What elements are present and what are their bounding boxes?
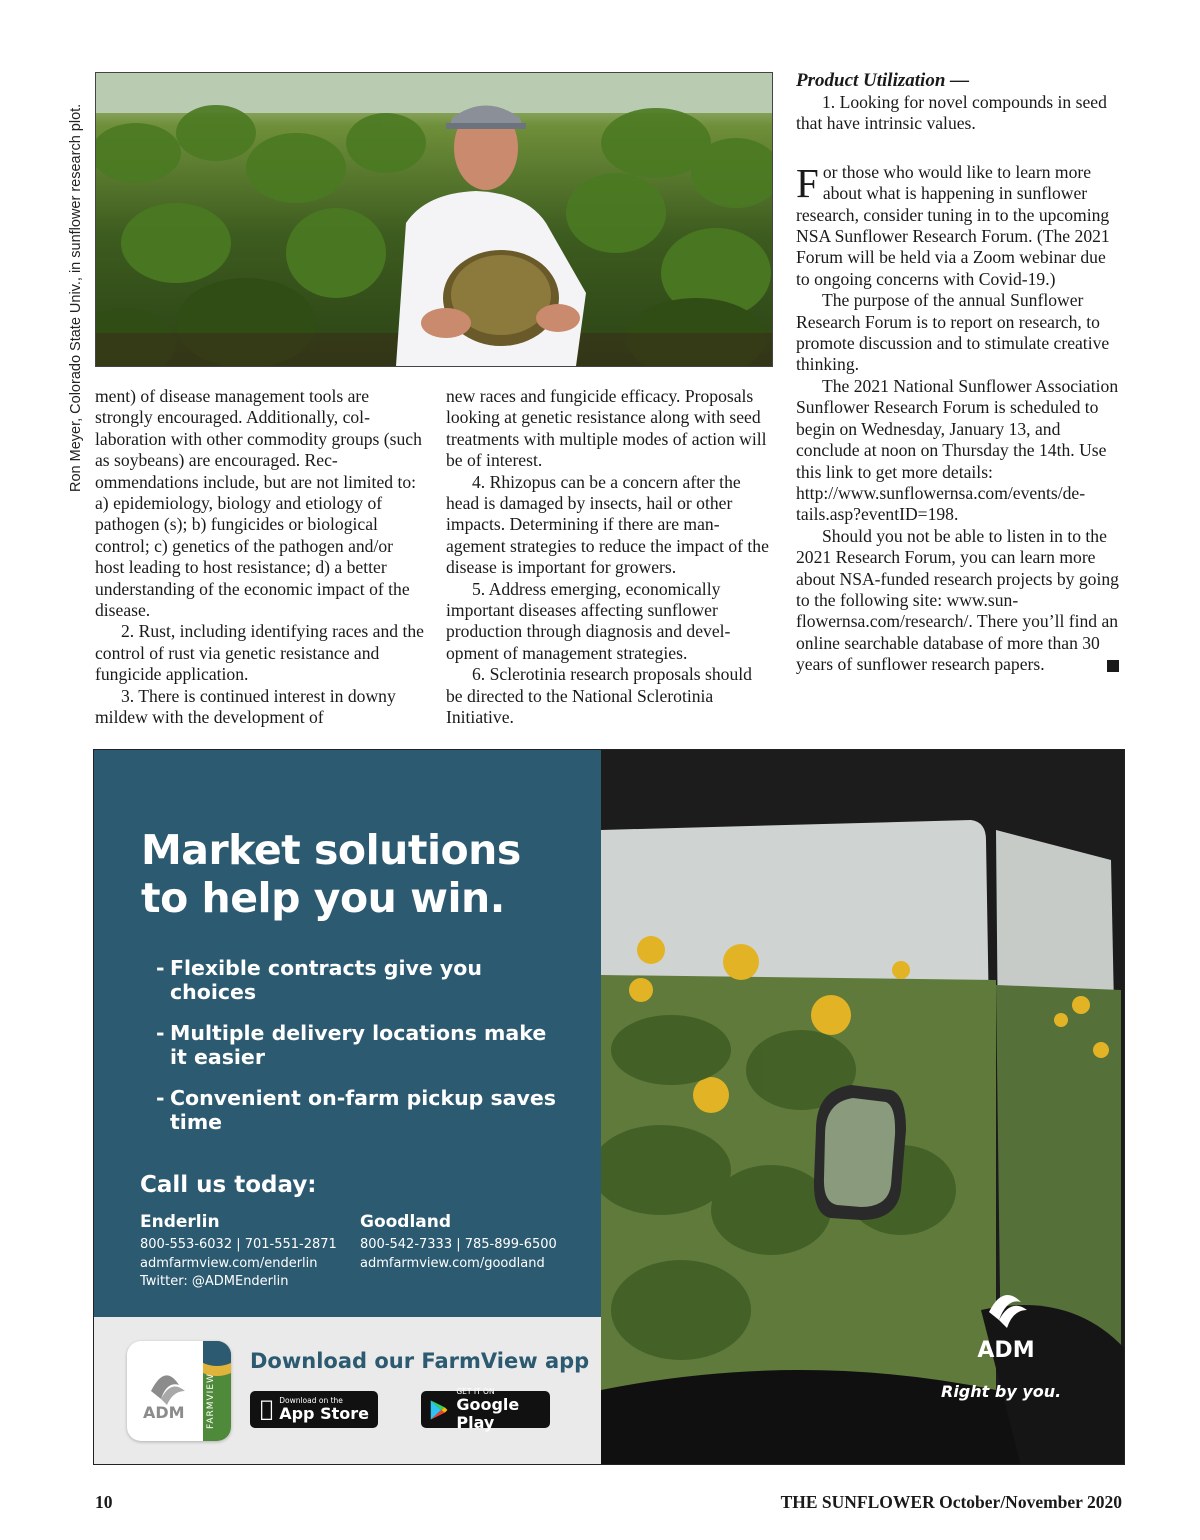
location-enderlin xyxy=(140,1212,337,1292)
headline-line-1: Market solutions xyxy=(141,826,521,874)
paragraph: The 2021 National Sunflower Association Sunflower Research Forum is scheduled to begin on Wednesday, January 13, and conclude at noon on Thursday the 14th. Use this link to get more details: http://www.sunflowernsa.com/events/details.asp?eventID=198. xyxy=(796,375,1119,525)
location-goodland xyxy=(360,1212,557,1273)
paragraph: 6. Sclerotinia research proposals should be directed to the National Sclerotinia Initiative. xyxy=(446,664,752,728)
ad-headline xyxy=(141,826,521,922)
article-photo xyxy=(95,72,773,367)
page-number: 10 xyxy=(95,1492,113,1512)
article-column-3 xyxy=(796,70,1122,676)
paragraph-text: Should you not be able to listen in to the 2021 Research Forum, you can learn more about NSA-funded research projects by going to the following site: www.sunflowernsa.com/research/. There you’ll find an online searchable database of more than 30 years of sunflower research papers. xyxy=(796,525,1119,675)
adm-logo xyxy=(961,1284,1051,1363)
adm-logo-text: ADM xyxy=(977,1338,1035,1363)
article-column-1 xyxy=(95,386,425,729)
paragraph: new races and fungicide efficacy. Proposals looking at genetic resistance along with seed treatments with multiple modes of action will be of interest. xyxy=(446,386,767,471)
paragraph: 4. Rhizopus can be a concern after the head is damaged by insects, hail or other impacts. Determining if there are management strategies to reduce the impact of the disease is important for growers. xyxy=(446,471,769,578)
app-store-badge[interactable]: Download on the App Store xyxy=(250,1391,378,1428)
location-twitter: Twitter: @ADMEnderlin xyxy=(140,1274,289,1289)
paragraph: 3. There is continued interest in downy mildew with the development of xyxy=(95,685,396,728)
benefit-list xyxy=(156,956,556,1151)
farmview-app-icon xyxy=(127,1341,231,1441)
google-play-icon xyxy=(429,1398,448,1422)
ad-photo-panel xyxy=(601,750,1125,1465)
location-phone: 800-553-6032 | 701-551-2871 xyxy=(140,1237,337,1252)
paragraph: ment) of disease management tools are strongly encouraged. Additionally, collaboration with other commodity groups (such as soybeans) are encouraged. Recommendations include, but are not limited to: a) epidemiology, biology and etiology of pathogen (s); b) fungicides or biological control; c) genetics of the pathogen and/or host leading to host resistance; d) a better understanding of the economic impact of the disease. xyxy=(95,386,422,621)
paragraph-text: or those who would like to learn more about what is happening in sunflower research, consider tuning in to the upcoming NSA Sunflower Research Forum. (The 2021 Forum will be held via a Zoom webinar due to ongoing concerns with Covid-19.) xyxy=(796,161,1110,289)
paragraph: 1. Looking for novel compounds in seed that have intrinsic values. xyxy=(796,92,1107,134)
location-phone: 800-542-7333 | 785-899-6500 xyxy=(360,1237,557,1252)
benefit-item: - Flexible contracts give you choices xyxy=(156,956,482,1004)
article-column-2 xyxy=(446,386,772,729)
paragraph xyxy=(796,526,1122,676)
app-icon-tab: FARMVIEW xyxy=(206,1373,216,1429)
brand-tagline: Right by you. xyxy=(941,1382,1062,1401)
apple-icon xyxy=(260,1397,273,1422)
benefit-item: - Convenient on-farm pickup saves time xyxy=(156,1086,556,1134)
location-website: admfarmview.com/goodland xyxy=(360,1255,545,1271)
google-play-badge[interactable]: GET IT ON Google Play xyxy=(421,1391,550,1428)
paragraph: 2. Rust, including identifying races and the control of rust via genetic resistance and fungicide application. xyxy=(95,621,424,685)
paragraph-with-dropcap xyxy=(796,159,1122,290)
drop-cap: F xyxy=(796,159,819,206)
researcher-in-sunflower-field-image xyxy=(96,73,772,366)
adm-leaf-logo-icon xyxy=(981,1284,1031,1334)
app-download-panel xyxy=(94,1317,601,1465)
photo-credit: Ron Meyer, Colorado State Univ., in sunflower research plot. xyxy=(68,103,84,492)
subheading: Product Utilization — xyxy=(796,70,970,91)
call-heading: Call us today: xyxy=(140,1172,317,1198)
location-name: Enderlin xyxy=(140,1212,220,1232)
download-title: Download our FarmView app xyxy=(250,1349,590,1373)
location-name: Goodland xyxy=(360,1212,452,1232)
location-website: admfarmview.com/enderlin xyxy=(140,1255,318,1271)
ad-text-panel xyxy=(94,750,601,1317)
paragraph: The purpose of the annual Sunflower Research Forum is to report on research, to promote discussion and to stimulate creative thinking. xyxy=(796,290,1110,375)
paragraph: 5. Address emerging, economically important diseases affecting sunflower production through diagnosis and development of management strategies. xyxy=(446,578,731,663)
publication-footer: THE SUNFLOWER October/November 2020 xyxy=(780,1492,1122,1512)
app-icon-logo: ADM xyxy=(143,1403,185,1422)
headline-line-2: to help you win. xyxy=(141,874,505,922)
benefit-item: - Multiple delivery locations make it easier xyxy=(156,1021,547,1069)
end-mark-icon xyxy=(1107,660,1119,672)
adm-advertisement xyxy=(93,749,1125,1465)
